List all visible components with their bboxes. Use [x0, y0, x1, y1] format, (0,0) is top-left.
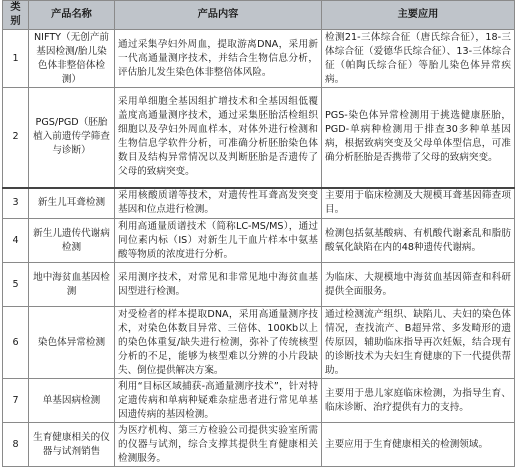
- product-content: 对受检者的样本提取DNA，采用高通量测序技术，对染色体数目异常、三倍体、100Kb以上的染色体重复/缺失进行检测，弥补了传统核型分析的不足，能够为核型难以分辨的小片段缺失、倒位提供解决方案。: [115, 307, 322, 379]
- product-application: 主要用于临床检测及大规模耳聋基因筛查项目。: [322, 188, 515, 219]
- product-name: 生育健康相关的仪器与试剂销售: [29, 423, 115, 467]
- product-application: 检测包括氨基酸病、有机酸代谢紊乱和脂肪酸氧化缺陷在内的48种遗传代谢病。: [322, 219, 515, 263]
- product-content: 为医疗机构、第三方检验公司提供实验室所需的仪器与试剂，综合支撑其提供生育健康相关检测服务。: [115, 423, 322, 467]
- table-row: [3, 423, 515, 467]
- row-index: 7: [3, 379, 29, 423]
- product-name: 染色体异常检测: [29, 307, 115, 379]
- product-name: 新生儿遗传代谢病检测: [29, 219, 115, 263]
- product-application: 主要应用于生育健康相关的检测领域。: [322, 423, 515, 467]
- product-content: 采用核酸质谱等技术，对遗传性耳聋高发突变基因和位点进行检测。: [115, 188, 322, 219]
- product-name: 单基因病检测: [29, 379, 115, 423]
- product-name: 新生儿耳聋检测: [29, 188, 115, 219]
- product-name: PGS/PGD（胚胎植入前遗传学筛查与诊断）: [29, 88, 115, 188]
- row-index: 3: [3, 188, 29, 219]
- product-content: 采用测序技术，对常见和非常见地中海贫血基因型进行检测。: [115, 263, 322, 307]
- header-main-application: 主要应用: [322, 1, 515, 30]
- product-application: 检测21-三体综合征（唐氏综合征），18-三体综合征（爱德华氏综合征）、13-三体综合征（帕陶氏综合征）等胎儿染色体异常疾病。: [322, 30, 515, 88]
- table-row: [3, 307, 515, 379]
- row-index: 5: [3, 263, 29, 307]
- header-product-content: 产品内容: [115, 1, 322, 30]
- product-name: 地中海贫血基因检测: [29, 263, 115, 307]
- table-row: [3, 379, 515, 423]
- table-row: [3, 88, 515, 188]
- product-content: 利用高通量质谱技术（简称LC-MS/MS），通过同位素内标（IS）对新生儿干血片样本中氨基酸等物质的浓度进行分析。: [115, 219, 322, 263]
- table-row: [3, 30, 515, 88]
- product-content: 通过采集孕妇外周血，提取游离DNA，采用新一代高通量测序技术，并结合生物信息分析，评估胎儿发生染色体非整倍体风险。: [115, 30, 322, 88]
- row-index: 4: [3, 219, 29, 263]
- product-content: 采用单细胞全基因组扩增技术和全基因组低覆盖度高通量测序技术，通过采集胚胎活检组织细胞以及孕妇外周血样本，对体外进行检测和生物信息学软件分析，可准确分析胚胎染色体数目及结构异常情况以及判断胚胎是否遗传了父母的致病突变。: [115, 88, 322, 188]
- table-row: [3, 263, 515, 307]
- product-application: 为临床、大规模地中海贫血基因筛查和科研提供全面服务。: [322, 263, 515, 307]
- product-application: PGS-染色体异常检测用于挑选健康胚胎，PGD-单病种检测用于排查30多种单基因病，根据致病突变及父母单体型信息，可准确分析胚胎是否携带了父母的致病突变。: [322, 88, 515, 188]
- row-index: 2: [3, 88, 29, 188]
- product-table: [2, 0, 515, 467]
- header-product-name: 产品名称: [29, 1, 115, 30]
- product-application: 通过检测流产组织、缺陷儿、夫妇的染色体情况，查找流产、B超异常、多发畸形的遗传原因，辅助临床指导再次妊娠，结合现有的诊断技术为夫妇生育健康的下一代提供帮助。: [322, 307, 515, 379]
- row-index: 8: [3, 423, 29, 467]
- row-index: 1: [3, 30, 29, 88]
- product-content: 利用“目标区域捕获-高通量测序技术”，针对特定遗传病和单病种疑难杂症患者进行常见单基因遗传病的基因检测。: [115, 379, 322, 423]
- table-header-row: [3, 1, 515, 30]
- product-name: NIFTY（无创产前基因检测/胎儿染色体非整倍体检测）: [29, 30, 115, 88]
- table-row: [3, 188, 515, 219]
- table-row: [3, 219, 515, 263]
- row-index: 6: [3, 307, 29, 379]
- product-application: 主要用于患儿家庭临床检测，为指导生育、临床诊断、治疗提供有力的支持。: [322, 379, 515, 423]
- header-category: 类别: [3, 1, 29, 30]
